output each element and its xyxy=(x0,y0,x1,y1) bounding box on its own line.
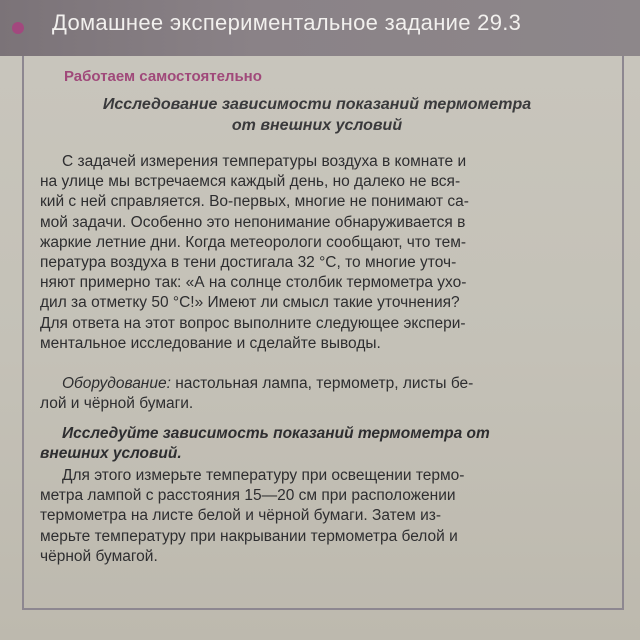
text-line: Для этого измерьте температуру при освещении термо- xyxy=(62,467,465,484)
task-title xyxy=(34,94,600,136)
instructions-paragraph xyxy=(40,466,610,567)
text-line xyxy=(40,374,610,394)
header-title: Домашнее экспериментальное задание 29.3 xyxy=(52,10,522,35)
text-line: ментальное исследование и сделайте выводы. xyxy=(40,334,381,352)
intro-paragraph xyxy=(40,152,610,354)
bullet-dot-icon xyxy=(12,22,24,34)
text-line: дил за отметку 50 °C!» Имеют ли смысл такие уточнения? xyxy=(40,294,460,312)
text-line: мой задачи. Особенно это непонимание обнаруживается в xyxy=(40,213,466,231)
section-heading-line: внешних условий. xyxy=(40,445,182,463)
text-line: метра лампой с расстояния 15—20 см при расположении xyxy=(40,487,456,505)
equipment-paragraph xyxy=(40,374,610,414)
text-line: пература воздуха в тени достигала 32 °C, то многие уточ- xyxy=(40,254,457,272)
text-line: на улице мы встречаемся каждый день, но далеко не вся- xyxy=(40,173,461,191)
section-heading xyxy=(40,424,610,464)
task-title-line: Исследование зависимости показаний термометра xyxy=(102,96,532,113)
text-line: Для ответа на этот вопрос выполните следующее экспери- xyxy=(40,314,466,332)
text-line: жаркие летние дни. Когда метеорологи сообщают, что тем- xyxy=(40,233,467,251)
text-line: термометра на листе белой и чёрной бумаги. Затем из- xyxy=(40,507,442,525)
text-line: кий с ней справляется. Во-первых, многие не понимают са- xyxy=(40,193,469,211)
equipment-label: Оборудование: xyxy=(62,375,171,392)
text-line: мерьте температуру при накрывании термометра белой и xyxy=(40,527,458,545)
section-heading-line: Исследуйте зависимость показаний термометра от xyxy=(62,425,490,442)
text-line: няют примерно так: «А на солнце столбик термометра ухо- xyxy=(40,274,467,292)
text-line: чёрной бумагой. xyxy=(40,547,158,565)
text-line: С задачей измерения температуры воздуха в комнате и xyxy=(62,153,467,170)
equipment-list: настольная лампа, термометр, листы бе- xyxy=(170,375,474,392)
header-bar xyxy=(0,0,640,56)
task-title-line: от внешних условий xyxy=(231,117,403,134)
text-line: лой и чёрной бумаги. xyxy=(40,395,194,413)
section-kicker: Работаем самостоятельно xyxy=(64,68,262,85)
